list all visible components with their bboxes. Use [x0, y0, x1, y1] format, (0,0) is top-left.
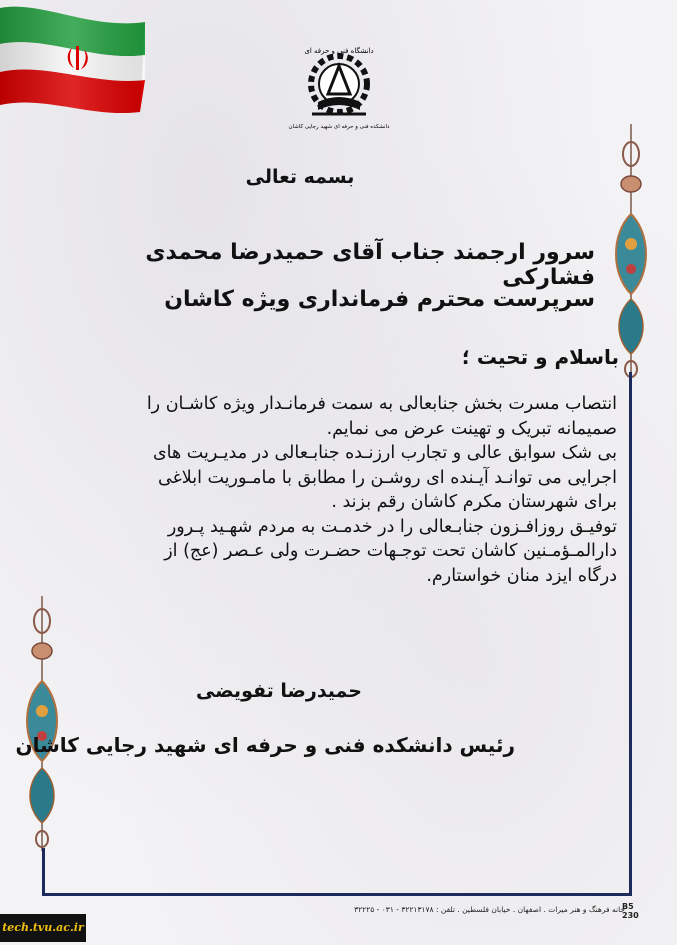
- frame-right-border: [629, 372, 632, 896]
- body-line: اجرایی می توانـد آیـنده ای روشـن را مطابق با مامـوریت ابلاغی: [158, 467, 617, 488]
- bismillah-heading: بسمه تعالی: [245, 166, 355, 188]
- body-line: دارالمـؤمـنین کاشان تحت توجـهات حضـرت ولی عـصر (عج) از: [164, 541, 617, 561]
- page-code: [622, 902, 639, 920]
- body-line: صمیمانه تبریک و تهینت عرض می نمایم.: [326, 418, 617, 439]
- logo-text-bottom: دانشکده فنی و حرفه ای شهید رجایی کاشان: [288, 124, 390, 130]
- letter-body: [42, 392, 617, 588]
- footer-contact-info: خانه فرهنگ و هنر میرات . اصفهان . خیابان فلسطین . تلفن : ۳۲۲۱۳۱۷۸ - ۰۳۱ - ۳۲۲۲۵: [354, 905, 625, 914]
- ornament-left-icon: [22, 596, 62, 851]
- logo-text-top: دانشگاه فنی و حرفه ای: [304, 47, 374, 55]
- body-line: برای شهرستان مکرم کاشان رقم بزند .: [331, 492, 617, 512]
- body-line: انتصاب مسرت بخش جنابعالی به سمت فرمانـدار ویژه کاشـان را: [146, 394, 617, 414]
- greeting: باسلام و تحیت ؛: [461, 345, 619, 369]
- body-line: درگاه ایزد منان خواستارم.: [426, 565, 617, 586]
- ornament-right-icon: [611, 124, 651, 379]
- addressee-line-2: سرپرست محترم فرمانداری ویژه کاشان: [164, 287, 595, 312]
- frame-bottom-border: [42, 893, 632, 896]
- page-code-bottom: 230: [622, 911, 639, 920]
- frame-left-border: [42, 848, 45, 896]
- university-logo: [288, 44, 390, 136]
- body-line: توفیـق روزافـزون جنابـعالی را در خدمـت به مردم شهـید پـرور: [167, 516, 617, 537]
- addressee-line-1: سرور ارجمند جناب آقای حمیدرضا محمدی فشارکی: [145, 240, 595, 290]
- iran-flag-icon: [0, 0, 150, 120]
- site-url-badge: tech.tvu.ac.ir: [0, 914, 86, 942]
- body-line: بی شک سوابق عالی و تجارب ارزنـده جنابـعالی در مدیـریت های: [152, 443, 617, 463]
- signer-title: رئیس دانشکده فنی و حرفه ای شهید رجایی کاشان: [15, 733, 515, 757]
- page-code-top: B5: [622, 902, 634, 911]
- signer-name: حمیدرضا تفویضی: [195, 680, 362, 702]
